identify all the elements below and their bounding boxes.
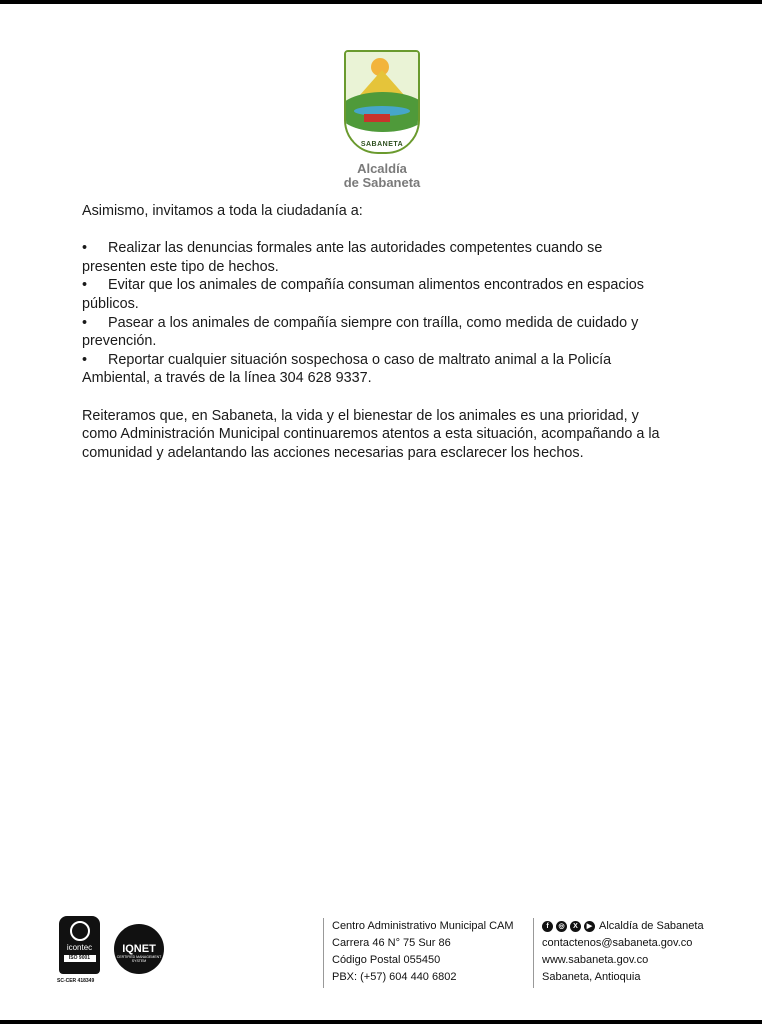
list-item-text: públicos.	[82, 295, 139, 312]
list-item	[82, 314, 682, 351]
certificate-code: SC-CER 418349	[57, 978, 95, 984]
address-line: Centro Administrativo Municipal CAM	[332, 920, 514, 932]
closing-paragraph	[82, 407, 682, 463]
alcaldia-name-line2: de Sabaneta	[343, 175, 421, 190]
website-link[interactable]: www.sabaneta.gov.co	[542, 954, 649, 966]
closing-line: comunidad y adelantando las acciones necesarias para esclarecer los hechos.	[82, 444, 584, 461]
alcaldia-name-line1: Alcaldía	[357, 161, 407, 176]
list-item-text: presenten este tipo de hechos.	[82, 258, 279, 275]
bullet-marker: •	[82, 351, 88, 368]
closing-line: Reiteramos que, en Sabaneta, la vida y el bienestar de los animales es una prioridad, y	[82, 407, 639, 424]
document-body	[82, 202, 682, 462]
address-line: PBX: (+57) 604 440 6802	[332, 971, 457, 983]
social-handle: Alcaldía de Sabaneta	[599, 920, 704, 932]
list-item-text: Ambiental, a través de la línea 304 628 9337.	[82, 370, 372, 387]
icontec-ring-icon	[70, 921, 90, 941]
iqnet-certification-logo	[114, 924, 164, 974]
email-link[interactable]: contactenos@sabaneta.gov.co	[542, 937, 693, 949]
alcaldia-name	[336, 162, 428, 190]
bullet-marker: •	[82, 277, 88, 294]
alcaldia-logo	[336, 50, 428, 190]
list-item-text: prevención.	[82, 333, 157, 350]
closing-line: como Administración Municipal continuaremos atentos a esta situación, acompañando a la	[82, 426, 660, 443]
social-row	[542, 918, 704, 935]
page-footer	[0, 914, 762, 994]
address-line: Carrera 46 N° 75 Sur 86	[332, 937, 451, 949]
intro-paragraph: Asimismo, invitamos a toda la ciudadanía a:	[82, 203, 363, 219]
address-line: Código Postal 055450	[332, 954, 441, 966]
bullet-marker: •	[82, 240, 88, 257]
youtube-icon[interactable]: ▶	[584, 921, 595, 932]
bullet-marker: •	[82, 314, 88, 331]
list-item-text: Evitar que los animales de compañía consuman alimentos encontrados en espacios	[108, 277, 644, 294]
page-bottom-border	[0, 1020, 762, 1024]
city-text: Sabaneta, Antioquia	[542, 971, 641, 983]
list-item-text: Reportar cualquier situación sospechosa o caso de maltrato animal a la Policía	[108, 351, 612, 368]
contact-block	[533, 918, 704, 988]
list-item-text: Pasear a los animales de compañía siempre con traílla, como medida de cuidado y	[108, 314, 639, 331]
page-top-border	[0, 0, 762, 4]
list-item	[82, 351, 682, 388]
recommendation-list	[82, 239, 682, 388]
shield-band-text: SABANETA	[346, 141, 418, 148]
facebook-icon[interactable]: f	[542, 921, 553, 932]
instagram-icon[interactable]: ◎	[556, 921, 567, 932]
list-item	[82, 276, 682, 313]
address-block	[323, 918, 514, 988]
social-icons	[542, 921, 595, 932]
x-icon[interactable]: X	[570, 921, 581, 932]
iso-label: ISO 9001	[64, 955, 96, 962]
municipal-shield-icon	[344, 50, 420, 154]
icontec-certification-logo	[59, 916, 100, 974]
list-item	[82, 239, 682, 276]
icontec-label: icontec	[66, 943, 93, 952]
iqnet-label: IQNET	[122, 943, 156, 955]
iqnet-sub-label: CERTIFIED MANAGEMENT SYSTEM	[116, 955, 162, 963]
list-item-text: Realizar las denuncias formales ante las autoridades competentes cuando se	[108, 240, 603, 257]
